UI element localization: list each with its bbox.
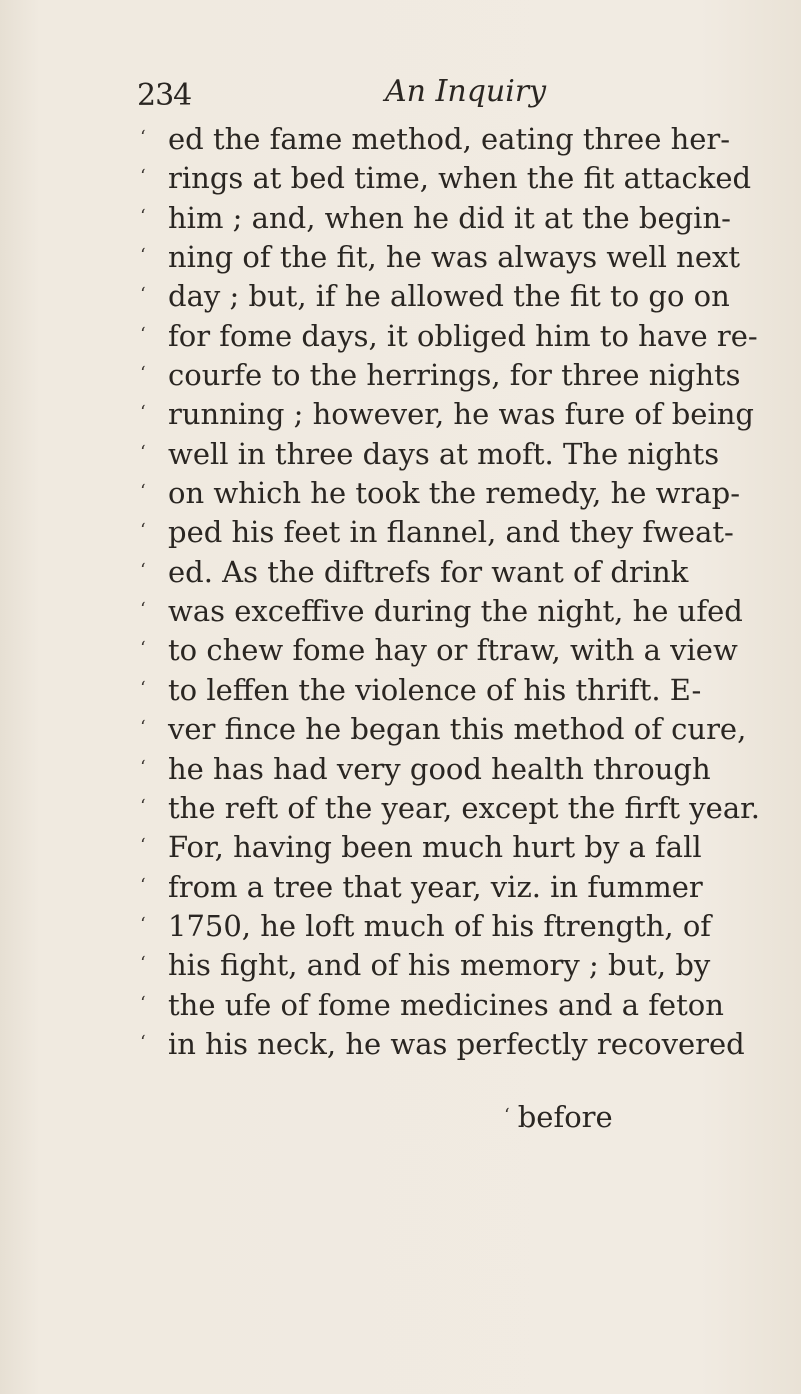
text-line (140, 671, 790, 710)
quote-mark: ‘ (140, 481, 146, 503)
text-line (140, 868, 790, 907)
quote-mark: ‘ (140, 441, 146, 463)
line-text: rings at bed time, when the fit attacked (168, 161, 752, 196)
text-line (140, 631, 790, 670)
quote-mark: ‘ (140, 166, 146, 188)
line-text: to chew fome hay or ftraw, with a view (168, 633, 738, 668)
quote-mark: ‘ (140, 520, 146, 542)
quote-mark: ‘ (140, 127, 146, 148)
line-text: ning of the fit, he was always well next (168, 240, 740, 275)
line-text: from a tree that year, viz. in fummer (168, 869, 703, 904)
text-line (140, 159, 790, 198)
line-text: courfe to the herrings, for three nights (168, 358, 741, 393)
quote-mark: ‘ (140, 599, 146, 621)
text-line (140, 317, 790, 356)
text-line (140, 750, 790, 789)
quote-mark: ‘ (140, 874, 146, 896)
text-line (140, 553, 790, 592)
text-line (140, 120, 790, 159)
text-line (140, 907, 790, 946)
quote-mark: ‘ (140, 913, 146, 935)
line-text: running ; however, he was fure of being (168, 397, 754, 432)
quote-mark: ‘ (140, 205, 146, 227)
text-line (140, 199, 790, 238)
line-text: in his neck, he was perfectly recovered (168, 1026, 745, 1061)
quote-mark: ‘ (140, 677, 146, 699)
line-text: ped his feet in flannel, and they fweat- (168, 515, 734, 550)
line-text: he has had very good health through (168, 751, 711, 786)
quote-mark: ‘ (140, 245, 146, 267)
line-text: well in three days at moft. The nights (168, 436, 720, 471)
quote-mark: ‘ (140, 756, 146, 778)
quote-mark: ‘ (140, 363, 146, 385)
line-text: ed. As the diftrefs for want of drink (168, 554, 689, 589)
line-text: him ; and, when he did it at the begin- (168, 200, 731, 235)
line-text: was exceffive during the night, he ufed (168, 594, 743, 629)
line-text: to leffen the violence of his thrift. E- (168, 672, 702, 707)
text-line (140, 356, 790, 395)
page-number: 234 (137, 78, 192, 113)
line-text: his fight, and of his memory ; but, by (168, 948, 711, 983)
line-text: 1750, he loft much of his ftrength, of (168, 908, 712, 943)
text-line (140, 395, 790, 434)
catchword-text: before (517, 1100, 613, 1134)
catchword (504, 1100, 613, 1134)
line-text: day ; but, if he allowed the fit to go on (168, 279, 730, 314)
text-line (140, 1025, 790, 1064)
line-text: For, having been much hurt by a fall (168, 830, 702, 865)
running-head: An Inquiry (385, 74, 547, 109)
quote-mark: ‘ (504, 1105, 510, 1126)
line-text: ed the fame method, eating three her- (168, 122, 731, 156)
text-line (140, 513, 790, 552)
quote-mark: ‘ (140, 638, 146, 660)
quote-mark: ‘ (140, 992, 146, 1014)
quote-mark: ‘ (140, 795, 146, 817)
text-line (140, 828, 790, 867)
quote-mark: ‘ (140, 1031, 146, 1053)
quote-mark: ‘ (140, 953, 146, 975)
quote-mark: ‘ (140, 284, 146, 306)
quote-mark: ‘ (140, 402, 146, 424)
line-text: the ufe of fome medicines and a feton (168, 987, 724, 1022)
text-line (140, 238, 790, 277)
line-text: ver fince he began this method of cure, (168, 712, 747, 747)
page-header (0, 74, 801, 118)
line-text: on which he took the remedy, he wrap- (168, 476, 741, 511)
line-text: for fome days, it obliged him to have re- (168, 318, 758, 353)
text-line (140, 277, 790, 316)
text-line (140, 789, 790, 828)
text-line (140, 592, 790, 631)
text-line (140, 710, 790, 749)
quote-mark: ‘ (140, 835, 146, 857)
text-line (140, 474, 790, 513)
text-line (140, 986, 790, 1025)
quote-mark: ‘ (140, 323, 146, 345)
quote-mark: ‘ (140, 717, 146, 739)
quote-mark: ‘ (140, 559, 146, 581)
text-line (140, 435, 790, 474)
text-line (140, 946, 790, 985)
body-text (140, 120, 790, 1064)
line-text: the reft of the year, except the firft year. (168, 790, 761, 825)
